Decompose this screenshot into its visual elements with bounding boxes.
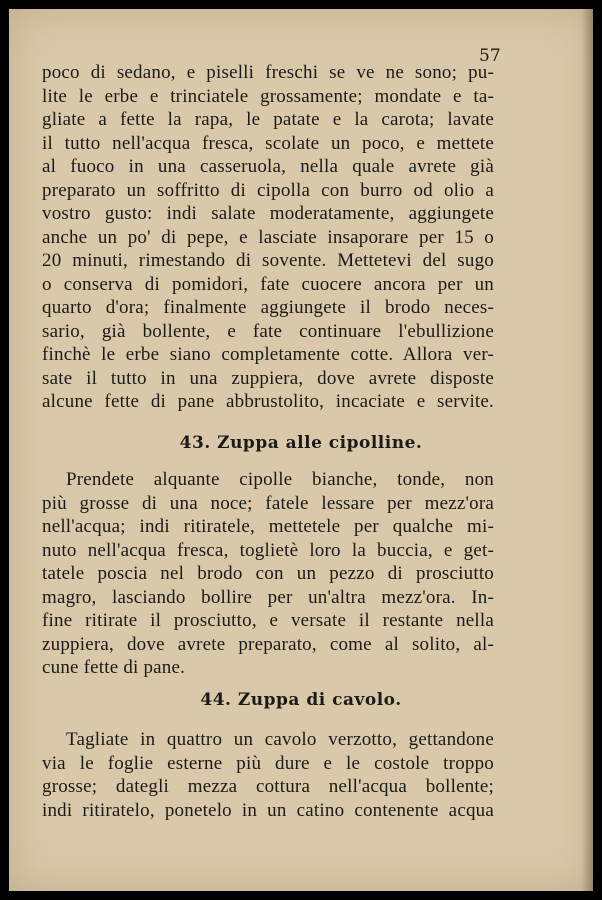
text-line: preparato un soffritto di cipolla con burro od olio a xyxy=(42,179,494,201)
recipe-heading-44: 44. Zuppa di cavolo. xyxy=(200,690,402,710)
text-line: vostro gusto: indi salate moderatamente, aggiungete xyxy=(42,203,494,224)
page-number: 57 xyxy=(479,46,501,66)
text-line: Tagliate in quattro un cavolo verzotto, gettandone xyxy=(66,729,494,750)
text-line: tatele poscia nel brodo con un pezzo di prosciutto xyxy=(42,563,494,584)
text-line: gliate a fette la rapa, le patate e la carota; lavate xyxy=(42,109,494,130)
book-page xyxy=(9,9,593,891)
paragraph-zuppa-cipolline xyxy=(42,468,494,680)
text-line: al fuoco in una casseruola, nella quale avrete già xyxy=(42,156,494,177)
text-line: anche un po' di pepe, e lasciate insaporare per 15 o xyxy=(42,226,494,248)
text-line: quarto d'ora; finalmente aggiungete il brodo neces- xyxy=(42,297,494,318)
text-line: il tutto nell'acqua fresca, scolate un poco, e mettete xyxy=(42,132,494,154)
text-line: 20 minuti, rimestando di sovente. Mettetevi del sugo xyxy=(42,250,494,271)
text-line: magro, lasciando bollire per un'altra mezz'ora. In- xyxy=(42,586,494,608)
text-line: grosse; dategli mezza cottura nell'acqua bollente; xyxy=(42,776,494,797)
recipe-heading-43: 43. Zuppa alle cipolline. xyxy=(179,433,423,453)
text-line: cune fette di pane. xyxy=(42,657,186,678)
text-line: indi ritiratelo, ponetelo in un catino contenente acqua xyxy=(42,799,494,821)
text-line: sate il tutto in una zuppiera, dove avrete disposte xyxy=(42,367,494,389)
text-line: alcune fette di pane abbrustolito, incaciate e servite. xyxy=(42,391,494,412)
paragraph-recipe-continuation xyxy=(42,61,494,414)
text-line: fine ritirate il prosciutto, e versate il restante nella xyxy=(42,610,494,631)
text-line: finchè le erbe siano completamente cotte. Allora ver- xyxy=(42,344,494,365)
text-line: Prendete alquante cipolle bianche, tonde, non xyxy=(66,469,494,490)
text-line: zuppiera, dove avrete preparato, come al solito, al- xyxy=(42,633,494,655)
text-line: sario, già bollente, e fate continuare l'ebullizione xyxy=(42,320,494,342)
text-line: o conserva di pomidori, fate cuocere ancora per un xyxy=(42,273,494,295)
text-line: nuto nell'acqua fresca, toglietè loro la buccia, e get- xyxy=(42,539,494,561)
text-line: nell'acqua; indi ritiratele, mettetele per qualche mi- xyxy=(42,516,494,537)
text-line: più grosse di una noce; fatele lessare per mezz'ora xyxy=(42,492,494,514)
paragraph-zuppa-cavolo xyxy=(42,728,494,822)
text-line: via le foglie esterne più dure e le costole troppo xyxy=(42,752,494,774)
page-edge-shadow xyxy=(581,9,593,891)
text-line: lite le erbe e trinciatele grossamente; mondate e ta- xyxy=(42,85,494,107)
text-line: poco di sedano, e piselli freschi se ve ne sono; pu- xyxy=(42,62,494,83)
